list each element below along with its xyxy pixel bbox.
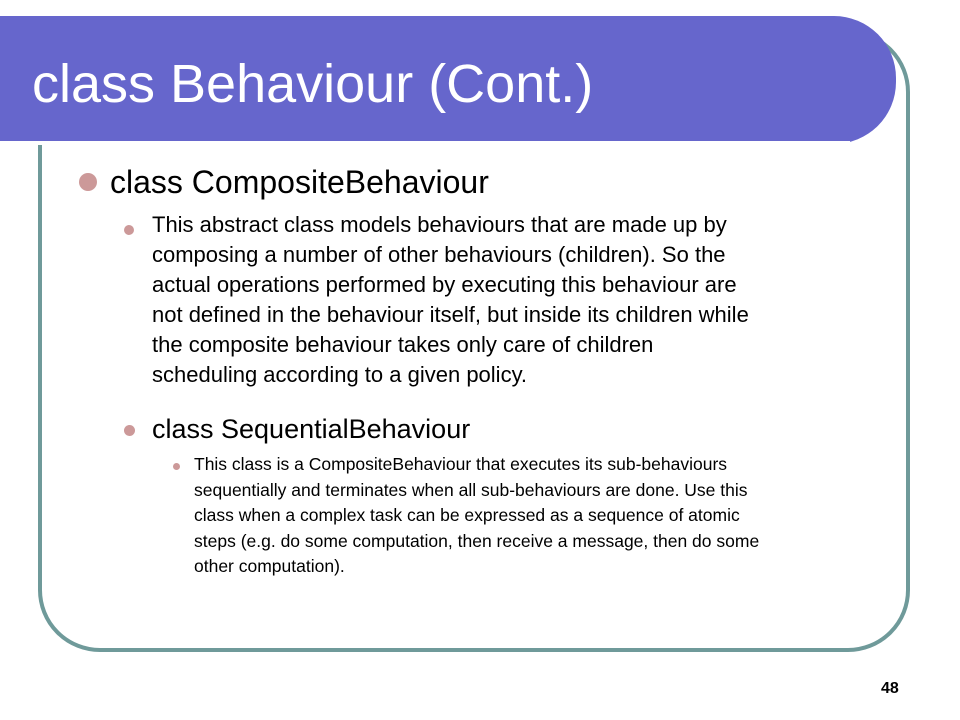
bullet-dot-icon xyxy=(173,463,180,470)
description-line: steps (e.g. do some computation, then receive a message, then do some xyxy=(194,530,760,551)
description-line: the composite behaviour takes only care of children xyxy=(152,332,654,357)
description-line: composing a number of other behaviours (children). So the xyxy=(152,242,726,267)
bullet-composite-behaviour: class CompositeBehaviour xyxy=(110,164,489,200)
description-line: This class is a CompositeBehaviour that executes its sub-behaviours xyxy=(194,454,728,474)
description-line: actual operations performed by executing this behaviour are xyxy=(152,272,737,297)
title-bar xyxy=(0,16,896,144)
bullet-dot-icon xyxy=(79,173,97,191)
title-underline xyxy=(0,141,850,145)
description-line: other computation). xyxy=(194,556,345,576)
composite-behaviour-description xyxy=(152,210,892,390)
sequential-behaviour-description xyxy=(194,452,894,580)
description-line: not defined in the behaviour itself, but inside its children while xyxy=(152,302,749,327)
description-line: sequentially and terminates when all sub-behaviours are done. Use this xyxy=(194,479,748,500)
bullet-dot-icon xyxy=(124,425,135,436)
bullet-dot-icon xyxy=(124,225,134,235)
description-line: class when a complex task can be expressed as a sequence of atomic xyxy=(194,505,740,525)
slide-title: class Behaviour (Cont.) xyxy=(32,54,594,114)
description-line: This abstract class models behaviours that are made up by xyxy=(152,212,727,237)
bullet-sequential-behaviour: class SequentialBehaviour xyxy=(152,414,471,444)
description-line: scheduling according to a given policy. xyxy=(152,362,528,387)
page-number: 48 xyxy=(881,680,899,697)
